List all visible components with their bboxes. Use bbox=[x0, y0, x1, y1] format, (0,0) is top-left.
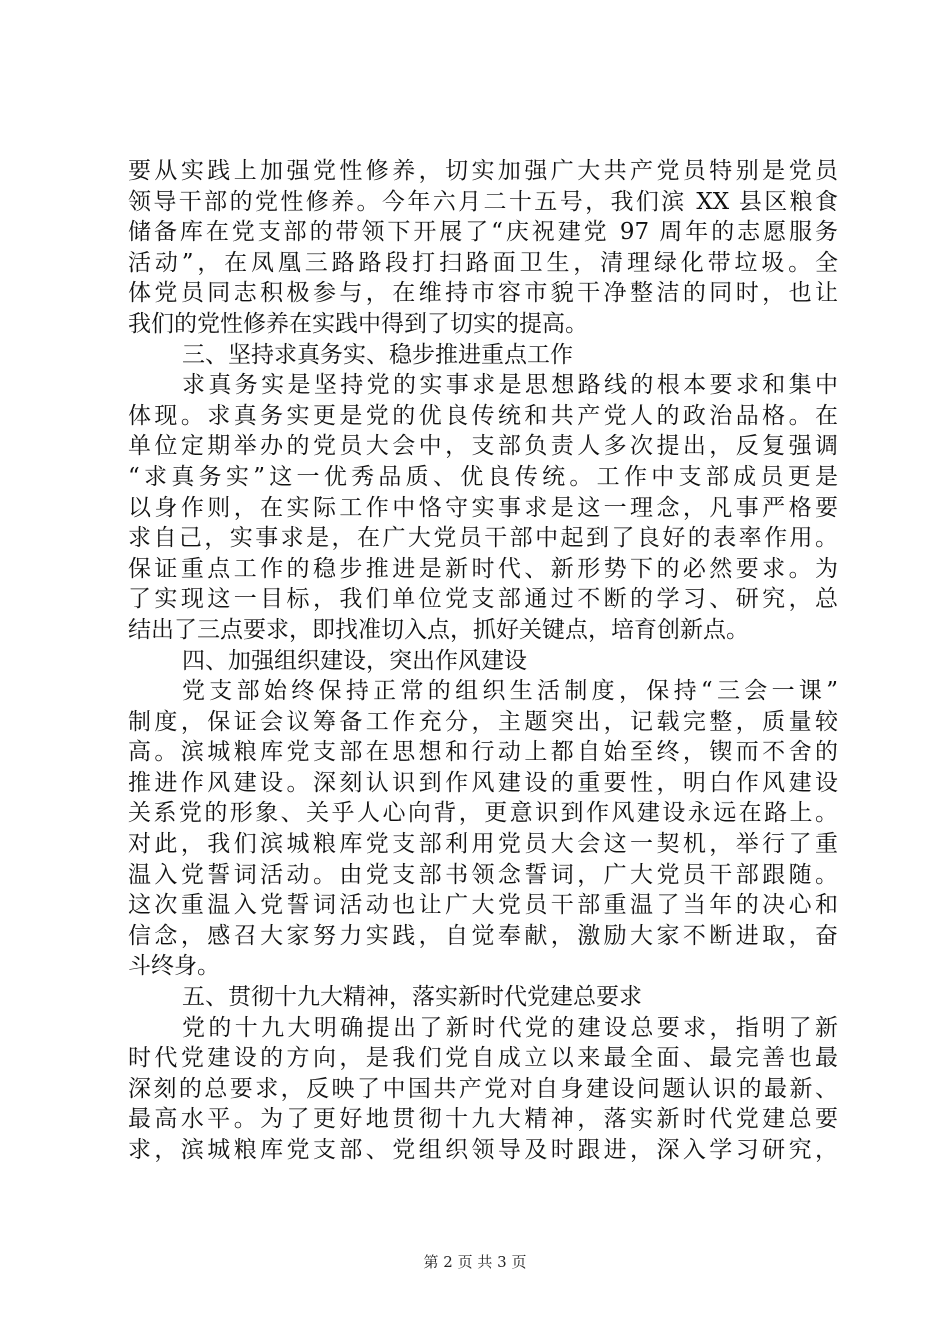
text-line: 求真务实是坚持党的实事求是思想路线的根本要求和集中 bbox=[182, 372, 838, 399]
text-line: 领导干部的党性修养。今年六月二十五号，我们滨 XX 县区粮食 bbox=[128, 188, 838, 215]
section-heading: 三、坚持求真务实、稳步推进重点工作 bbox=[182, 341, 573, 368]
text-line: 结出了三点要求，即找准切入点，抓好关键点，培育创新点。 bbox=[128, 616, 749, 643]
text-line: 信念，感召大家努力实践，自觉奉献，激励大家不断进取，奋 bbox=[128, 922, 838, 949]
text-line: 我们的党性修养在实践中得到了切实的提高。 bbox=[128, 310, 588, 337]
text-line: 深刻的总要求，反映了中国共产党对自身建设问题认识的最新、 bbox=[128, 1075, 838, 1102]
text-line: 温入党誓词活动。由党支部书领念誓词，广大党员干部跟随。 bbox=[128, 861, 838, 888]
document-body bbox=[128, 156, 838, 1166]
text-line: 体现。求真务实更是党的优良传统和共产党人的政治品格。在 bbox=[128, 402, 838, 429]
text-line: 要从实践上加强党性修养，切实加强广大共产党员特别是党员 bbox=[128, 158, 838, 184]
text-line: 单位定期举办的党员大会中，支部负责人多次提出，反复强调 bbox=[128, 433, 838, 460]
text-line: 关系党的形象、关乎人心向背，更意识到作风建设永远在路上。 bbox=[128, 800, 838, 827]
text-line: “求真务实”这一优秀品质、优良传统。工作中支部成员更是 bbox=[128, 463, 838, 490]
text-line: 时代党建设的方向，是我们党自成立以来最全面、最完善也最 bbox=[128, 1045, 838, 1072]
section-heading: 五、贯彻十九大精神，落实新时代党建总要求 bbox=[182, 984, 642, 1011]
text-line: 保证重点工作的稳步推进是新时代、新形势下的必然要求。为 bbox=[128, 555, 838, 582]
text-line: 这次重温入党誓词活动也让广大党员干部重温了当年的决心和 bbox=[128, 892, 838, 919]
text-line: 活动”，在凤凰三路路段打扫路面卫生，清理绿化带垃圾。全 bbox=[128, 249, 838, 276]
text-line: 对此，我们滨城粮库党支部利用党员大会这一契机，举行了重 bbox=[128, 831, 838, 858]
text-line: 体党员同志积极参与，在维持市容市貌干净整洁的同时，也让 bbox=[128, 280, 838, 307]
text-line: 了实现这一目标，我们单位党支部通过不断的学习、研究，总 bbox=[128, 586, 838, 613]
section-heading: 四、加强组织建设，突出作风建设 bbox=[182, 647, 527, 674]
text-line: 储备库在党支部的带领下开展了“庆祝建党 97 周年的志愿服务 bbox=[128, 219, 838, 246]
text-line: 以身作则，在实际工作中恪守实事求是这一理念，凡事严格要 bbox=[128, 494, 838, 521]
text-line: 高。滨城粮库党支部在思想和行动上都自始至终，锲而不舍的 bbox=[128, 739, 838, 766]
text-line: 求，滨城粮库党支部、党组织领导及时跟进，深入学习研究， bbox=[128, 1137, 838, 1163]
text-line: 制度，保证会议筹备工作充分，主题突出，记载完整，质量较 bbox=[128, 708, 838, 735]
text-line: 求自己，实事求是，在广大党员干部中起到了良好的表率作用。 bbox=[128, 525, 838, 552]
text-line: 推进作风建设。深刻认识到作风建设的重要性，明白作风建设 bbox=[128, 769, 838, 796]
text-line: 党支部始终保持正常的组织生活制度，保持“三会一课” bbox=[182, 678, 838, 705]
text-line: 最高水平。为了更好地贯彻十九大精神，落实新时代党建总要 bbox=[128, 1106, 838, 1133]
text-line: 党的十九大明确提出了新时代党的建设总要求，指明了新 bbox=[182, 1014, 838, 1041]
text-line: 斗终身。 bbox=[128, 953, 220, 980]
page-footer: 第 2 页 共 3 页 bbox=[423, 1253, 527, 1271]
